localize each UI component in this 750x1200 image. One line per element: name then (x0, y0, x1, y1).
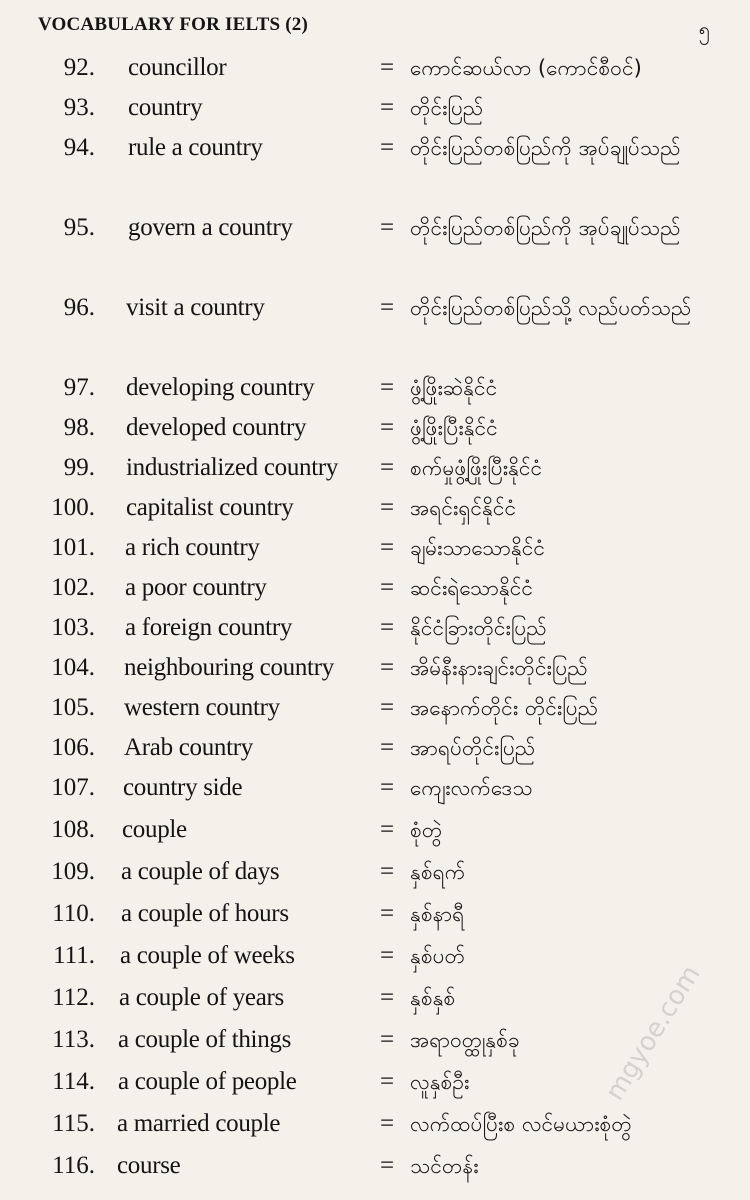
entry-term: capitalist country (126, 494, 294, 521)
entry-term: western country (124, 694, 280, 721)
equals-sign: = (380, 734, 395, 761)
equals-sign: = (380, 574, 395, 601)
vocab-entry (0, 488, 750, 528)
entry-term: course (117, 1152, 181, 1179)
vocab-entry (0, 48, 750, 88)
entry-term: visit a country (126, 294, 265, 321)
vocab-entry (0, 448, 750, 488)
entry-definition: နှစ်နာရီ (410, 902, 465, 926)
entry-definition: တိုင်းပြည်တစ်ပြည်သို့ လည်ပတ်သည် (410, 296, 692, 320)
vocab-entry (0, 528, 750, 568)
page-title: VOCABULARY FOR IELTS (2) (38, 14, 308, 35)
vocab-entry (0, 768, 750, 810)
entry-definition: တိုင်းပြည်တစ်ပြည်ကို အုပ်ချုပ်သည် (410, 136, 681, 160)
equals-sign: = (380, 134, 395, 161)
entry-number: 100. (51, 494, 95, 521)
entry-number: 94. (63, 134, 95, 161)
entry-definition: ကောင်ဆယ်လာ (ကောင်စီဝင်) (410, 56, 642, 80)
entry-number: 110. (52, 900, 95, 927)
equals-sign: = (380, 816, 395, 843)
vocab-entry (0, 608, 750, 648)
entry-term: a foreign country (125, 614, 293, 641)
entry-number: 97. (63, 374, 95, 401)
vocab-entry (0, 978, 750, 1020)
vocab-entry (0, 936, 750, 978)
entry-number: 92. (63, 54, 95, 81)
entry-definition: ဖွံ့ဖြိုးပြီးနိုင်ငံ (410, 416, 498, 440)
entry-definition: ဆင်းရဲသောနိုင်ငံ (410, 576, 534, 600)
entry-term: country (128, 94, 203, 121)
equals-sign: = (380, 1110, 395, 1137)
entry-term: country side (123, 774, 243, 801)
entry-definition: အနောက်တိုင်း တိုင်းပြည် (410, 696, 599, 720)
entry-definition: စုံတွဲ (410, 818, 443, 842)
vocab-entry (0, 568, 750, 608)
entry-definition: လက်ထပ်ပြီးစ လင်မယားစုံတွဲ (410, 1112, 632, 1136)
entry-term: a poor country (125, 574, 267, 601)
entry-definition: အာရပ်တိုင်းပြည် (410, 736, 536, 760)
entry-definition: အိမ်နီးနားချင်းတိုင်းပြည် (410, 656, 588, 680)
equals-sign: = (380, 374, 395, 401)
entry-number: 93. (63, 94, 95, 121)
equals-sign: = (380, 1068, 395, 1095)
entry-number: 113. (52, 1026, 95, 1053)
entry-term: a couple of days (121, 858, 280, 885)
equals-sign: = (380, 54, 395, 81)
vocab-entry (0, 208, 750, 288)
entry-number: 98. (63, 414, 95, 441)
entry-definition: ကျေးလက်ဒေသ (410, 776, 533, 800)
vocab-entry (0, 1146, 750, 1188)
equals-sign: = (380, 858, 395, 885)
vocab-entry (0, 648, 750, 688)
equals-sign: = (380, 414, 395, 441)
vocab-entry (0, 852, 750, 894)
equals-sign: = (380, 694, 395, 721)
vocab-entry (0, 728, 750, 768)
entry-definition: လူနှစ်ဦး (410, 1070, 470, 1094)
page-header (38, 14, 710, 44)
vocab-entry (0, 1104, 750, 1146)
vocab-entry (0, 128, 750, 208)
entry-number: 104. (51, 654, 95, 681)
entry-definition: အရာဝတ္ထုနှစ်ခု (410, 1028, 520, 1052)
entry-definition: နိုင်ငံခြားတိုင်းပြည် (410, 616, 547, 640)
equals-sign: = (380, 214, 395, 241)
entry-term: Arab country (124, 734, 253, 761)
equals-sign: = (380, 900, 395, 927)
entry-definition: နှစ်နှစ် (410, 986, 456, 1010)
entry-number: 114. (52, 1068, 95, 1095)
entry-number: 99. (63, 454, 95, 481)
entry-term: councillor (128, 54, 227, 81)
vocab-entry (0, 88, 750, 128)
entry-definition: နှစ်ပတ် (410, 944, 466, 968)
entry-number: 101. (51, 534, 95, 561)
entry-number: 102. (51, 574, 95, 601)
equals-sign: = (380, 1152, 395, 1179)
entry-term: a rich country (125, 534, 260, 561)
entry-term: govern a country (128, 214, 293, 241)
entry-term: developing country (126, 374, 315, 401)
equals-sign: = (380, 774, 395, 801)
equals-sign: = (380, 494, 395, 521)
entry-number: 108. (51, 816, 95, 843)
equals-sign: = (380, 984, 395, 1011)
entry-definition: တိုင်းပြည်တစ်ပြည်ကို အုပ်ချုပ်သည် (410, 216, 681, 240)
entry-number: 112. (52, 984, 95, 1011)
entry-term: industrialized country (126, 454, 339, 481)
vocab-entry (0, 408, 750, 448)
equals-sign: = (380, 614, 395, 641)
entry-term: developed country (126, 414, 307, 441)
equals-sign: = (380, 454, 395, 481)
equals-sign: = (380, 94, 395, 121)
entry-number: 103. (51, 614, 95, 641)
page-number: ၅ (698, 19, 710, 41)
entry-number: 116. (52, 1152, 95, 1179)
entry-term: a couple of people (118, 1068, 297, 1095)
entry-number: 109. (51, 858, 95, 885)
equals-sign: = (380, 534, 395, 561)
vocab-entry (0, 894, 750, 936)
entry-definition: တိုင်းပြည် (410, 96, 484, 120)
vocab-entry (0, 288, 750, 368)
entry-term: neighbouring country (124, 654, 334, 681)
entry-number: 111. (53, 942, 95, 969)
entry-number: 105. (51, 694, 95, 721)
entry-definition: အရင်းရှင်နိုင်ငံ (410, 496, 517, 520)
vocab-entry (0, 368, 750, 408)
entry-term: couple (122, 816, 187, 843)
vocab-entry (0, 688, 750, 728)
entry-number: 115. (52, 1110, 95, 1137)
watermark: mgyoe.com (600, 960, 707, 1106)
entry-term: a couple of weeks (120, 942, 295, 969)
entry-term: a married couple (117, 1110, 281, 1137)
entry-number: 107. (51, 774, 95, 801)
entry-definition: ချမ်းသာသောနိုင်ငံ (410, 536, 546, 560)
entry-number: 96. (63, 294, 95, 321)
vocab-entry (0, 810, 750, 852)
entry-definition: စက်မှုဖွံ့ဖြိုးပြီးနိုင်ငံ (410, 456, 543, 480)
entry-term: a couple of things (118, 1026, 292, 1053)
entry-number: 106. (51, 734, 95, 761)
entry-definition: နှစ်ရက် (410, 860, 466, 884)
equals-sign: = (380, 942, 395, 969)
entry-number: 95. (63, 214, 95, 241)
equals-sign: = (380, 654, 395, 681)
entry-definition: ဖွံ့ဖြိုးဆဲနိုင်ငံ (410, 376, 498, 400)
equals-sign: = (380, 1026, 395, 1053)
entry-definition: သင်တန်း (410, 1154, 479, 1178)
entry-term: a couple of hours (121, 900, 289, 927)
entry-term: a couple of years (119, 984, 284, 1011)
entry-term: rule a country (128, 134, 263, 161)
equals-sign: = (380, 294, 395, 321)
